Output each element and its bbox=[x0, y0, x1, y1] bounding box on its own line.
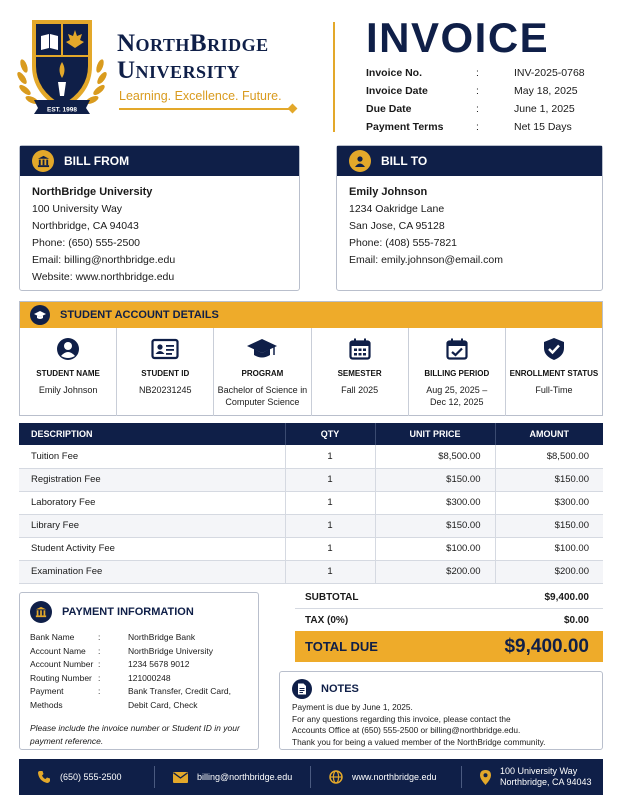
cell-description: Examination Fee bbox=[19, 560, 285, 583]
bill-to-name: Emily Johnson bbox=[349, 186, 428, 198]
payment-row bbox=[30, 672, 248, 686]
cell-description: Library Fee bbox=[19, 514, 285, 537]
total-due-bar bbox=[295, 631, 603, 662]
user-icon bbox=[349, 150, 371, 172]
payment-info-header bbox=[30, 601, 248, 623]
notes-header bbox=[292, 678, 590, 700]
payment-row bbox=[30, 631, 248, 645]
bill-from-line: Website: www.northbridge.edu bbox=[32, 271, 175, 283]
cell-amount: $8,500.00 bbox=[495, 445, 603, 468]
cell-description: Registration Fee bbox=[19, 468, 285, 491]
payment-value: NorthBridge Bank bbox=[128, 632, 196, 642]
cell-amount: $150.00 bbox=[495, 468, 603, 491]
tax-value: $0.00 bbox=[563, 614, 589, 626]
footer-address bbox=[462, 759, 592, 795]
detail-enrollment-status bbox=[506, 328, 602, 416]
notes-line: Thank you for being a valued member of the NorthBridge community. bbox=[292, 736, 546, 747]
tax-label: TAX (0%) bbox=[305, 614, 349, 626]
detail-label: ENROLLMENT STATUS bbox=[509, 369, 599, 378]
subtotal-label: SUBTOTAL bbox=[305, 591, 359, 603]
bill-to-header bbox=[337, 146, 602, 176]
university-crest-logo bbox=[14, 14, 110, 118]
detail-value: Bachelor of Science in Computer Science bbox=[217, 385, 308, 407]
payment-value: 1234 5678 9012 bbox=[128, 659, 190, 669]
subtotal-value: $9,400.00 bbox=[544, 591, 589, 603]
meta-row-invoice-date bbox=[366, 82, 606, 100]
cell-unit-price: $8,500.00 bbox=[375, 445, 495, 468]
notes-line: Payment is due by June 1, 2025. bbox=[292, 702, 413, 712]
student-details-title: STUDENT ACCOUNT DETAILS bbox=[60, 309, 219, 321]
detail-label: STUDENT NAME bbox=[36, 369, 100, 378]
meta-value: May 18, 2025 bbox=[514, 85, 578, 97]
bill-to-line: Email: emily.johnson@email.com bbox=[349, 254, 504, 266]
detail-label: BILLING PERIOD bbox=[424, 369, 490, 378]
bill-from-body bbox=[20, 176, 299, 294]
cell-amount: $200.00 bbox=[495, 560, 603, 583]
column-header-qty: QTY bbox=[285, 423, 375, 445]
detail-student-name bbox=[20, 328, 117, 416]
university-name-line2: University bbox=[117, 57, 241, 84]
notes-line: Accounts Office at (650) 555-2500 or billing@northbridge.edu. bbox=[292, 725, 521, 735]
student-account-details bbox=[19, 301, 603, 416]
bill-to-line: San Jose, CA 95128 bbox=[349, 220, 445, 232]
detail-label: STUDENT ID bbox=[141, 369, 190, 378]
footer-address-text bbox=[500, 766, 592, 788]
meta-colon: : bbox=[476, 85, 479, 97]
detail-program bbox=[214, 328, 311, 416]
detail-label: PROGRAM bbox=[241, 369, 284, 378]
total-due-label: TOTAL DUE bbox=[305, 639, 378, 654]
payment-label: Account Number bbox=[30, 659, 94, 669]
detail-value: Fall 2025 bbox=[341, 385, 379, 395]
cell-description: Laboratory Fee bbox=[19, 491, 285, 514]
meta-label: Invoice Date bbox=[366, 85, 428, 97]
bill-from-line: 100 University Way bbox=[32, 203, 123, 215]
phone-icon bbox=[37, 770, 51, 784]
building-icon bbox=[32, 150, 54, 172]
bill-from-line: Northbridge, CA 94043 bbox=[32, 220, 139, 232]
tax-row bbox=[295, 610, 603, 630]
meta-label: Invoice No. bbox=[366, 67, 423, 79]
cell-amount: $300.00 bbox=[495, 491, 603, 514]
payment-colon: : bbox=[98, 686, 101, 696]
crest-est-text: EST. 1998 bbox=[47, 106, 77, 114]
bill-from-line: Phone: (650) 555-2500 bbox=[32, 237, 140, 249]
footer-address-line1: 100 University Way bbox=[500, 766, 578, 776]
table-row bbox=[19, 468, 603, 491]
column-header-amount: AMOUNT bbox=[495, 423, 603, 445]
payment-info-title: PAYMENT INFORMATION bbox=[62, 606, 194, 618]
payment-details bbox=[30, 631, 248, 712]
bill-from-name: NorthBridge University bbox=[32, 186, 153, 198]
shield-check-icon bbox=[543, 336, 565, 362]
meta-row-payment-terms bbox=[366, 118, 606, 136]
footer-email[interactable] bbox=[155, 759, 310, 795]
student-details-header bbox=[20, 302, 602, 328]
meta-colon: : bbox=[476, 103, 479, 115]
bill-to-line: Phone: (408) 555-7821 bbox=[349, 237, 457, 249]
meta-value: Net 15 Days bbox=[514, 121, 572, 133]
totals-divider bbox=[295, 608, 603, 609]
detail-billing-period bbox=[409, 328, 506, 416]
table-row bbox=[19, 491, 603, 514]
notes-title: NOTES bbox=[321, 683, 359, 695]
detail-value: Emily Johnson bbox=[38, 385, 98, 395]
detail-value: NB20231245 bbox=[138, 385, 192, 395]
tagline-underline bbox=[119, 108, 291, 110]
table-header-row bbox=[19, 423, 603, 445]
calendar-check-icon bbox=[446, 336, 468, 362]
university-tagline: Learning. Excellence. Future. bbox=[119, 89, 282, 103]
payment-reference-note: Please include the invoice number or Student ID in your payment reference. bbox=[30, 723, 240, 746]
cell-qty: 1 bbox=[285, 445, 375, 468]
bill-from-card bbox=[19, 145, 300, 291]
bill-to-title: BILL TO bbox=[381, 154, 428, 168]
footer-email-text[interactable]: billing@northbridge.edu bbox=[197, 772, 293, 782]
cell-amount: $100.00 bbox=[495, 537, 603, 560]
cell-qty: 1 bbox=[285, 560, 375, 583]
column-header-description: DESCRIPTION bbox=[19, 423, 285, 445]
subtotal-row bbox=[295, 587, 603, 607]
payment-label: Account Name bbox=[30, 645, 86, 656]
invoice-header bbox=[0, 0, 622, 140]
id-card-icon bbox=[151, 336, 179, 362]
payment-label: Routing Number bbox=[30, 672, 92, 683]
payment-row bbox=[30, 685, 248, 712]
cell-description: Tuition Fee bbox=[19, 445, 285, 468]
payment-value: 121000248 bbox=[128, 672, 171, 683]
cell-qty: 1 bbox=[285, 537, 375, 560]
meta-value: June 1, 2025 bbox=[514, 103, 575, 115]
meta-colon: : bbox=[476, 67, 479, 79]
cell-unit-price: $100.00 bbox=[375, 537, 495, 560]
notes-card bbox=[279, 671, 603, 750]
envelope-icon bbox=[173, 772, 188, 783]
detail-value: Full-Time bbox=[535, 385, 573, 395]
detail-value: Aug 25, 2025 – Dec 12, 2025 bbox=[426, 385, 488, 407]
payment-value: NorthBridge University bbox=[128, 645, 214, 656]
meta-label: Payment Terms bbox=[366, 121, 444, 133]
payment-row bbox=[30, 645, 248, 659]
column-header-unit-price: UNIT PRICE bbox=[375, 423, 495, 445]
cell-unit-price: $200.00 bbox=[375, 560, 495, 583]
meta-colon: : bbox=[476, 121, 479, 133]
payment-colon: : bbox=[98, 659, 101, 669]
cell-amount: $150.00 bbox=[495, 514, 603, 537]
footer-phone bbox=[19, 759, 154, 795]
table-row bbox=[19, 537, 603, 560]
meta-value: INV-2025-0768 bbox=[514, 67, 585, 79]
header-divider bbox=[333, 22, 335, 132]
table-row bbox=[19, 514, 603, 537]
bank-icon bbox=[30, 601, 52, 623]
footer-website-text[interactable]: www.northbridge.edu bbox=[352, 772, 437, 782]
detail-semester bbox=[312, 328, 409, 416]
graduation-cap-icon bbox=[30, 305, 50, 325]
graduation-cap-icon bbox=[246, 336, 278, 362]
footer-address-line2: Northbridge, CA 94043 bbox=[500, 777, 592, 787]
table-row bbox=[19, 560, 603, 583]
payment-colon: : bbox=[98, 632, 101, 642]
payment-colon: : bbox=[98, 672, 101, 683]
bill-from-title: BILL FROM bbox=[64, 154, 130, 168]
bill-from-header bbox=[20, 146, 299, 176]
tagline-diamond bbox=[288, 104, 298, 114]
detail-label: SEMESTER bbox=[337, 369, 382, 378]
cell-qty: 1 bbox=[285, 468, 375, 491]
payment-value: Bank Transfer, Credit Card, Debit Card, Check bbox=[128, 686, 231, 710]
total-due-value: $9,400.00 bbox=[504, 635, 589, 657]
invoice-title: INVOICE bbox=[366, 14, 550, 61]
notes-line: For any questions regarding this invoice, please contact the bbox=[292, 713, 511, 724]
payment-label: Payment Methods bbox=[30, 686, 64, 710]
student-details-columns bbox=[20, 328, 602, 416]
payment-information-card bbox=[19, 592, 259, 750]
university-name-line1: NorthBridge bbox=[117, 30, 269, 57]
payment-colon: : bbox=[98, 645, 101, 656]
user-circle-icon bbox=[56, 336, 80, 362]
bill-from-line: Email: billing@northbridge.edu bbox=[32, 254, 176, 266]
table-row bbox=[19, 445, 603, 468]
cell-unit-price: $150.00 bbox=[375, 514, 495, 537]
bill-to-body bbox=[337, 176, 602, 277]
document-icon bbox=[292, 679, 312, 699]
meta-row-invoice-no bbox=[366, 64, 606, 82]
globe-icon bbox=[329, 770, 343, 784]
cell-description: Student Activity Fee bbox=[19, 537, 285, 560]
meta-label: Due Date bbox=[366, 103, 412, 115]
detail-student-id bbox=[117, 328, 214, 416]
calendar-icon bbox=[349, 336, 371, 362]
cell-qty: 1 bbox=[285, 514, 375, 537]
notes-body bbox=[292, 702, 590, 748]
contact-footer bbox=[19, 759, 603, 795]
cell-unit-price: $150.00 bbox=[375, 468, 495, 491]
university-name bbox=[117, 30, 269, 84]
cell-unit-price: $300.00 bbox=[375, 491, 495, 514]
location-pin-icon bbox=[480, 770, 491, 785]
payment-row bbox=[30, 658, 248, 672]
meta-row-due-date bbox=[366, 100, 606, 118]
footer-phone-text: (650) 555-2500 bbox=[60, 772, 122, 782]
cell-qty: 1 bbox=[285, 491, 375, 514]
bill-to-card bbox=[336, 145, 603, 291]
payment-label: Bank Name bbox=[30, 632, 75, 642]
invoice-meta bbox=[366, 64, 606, 136]
bill-to-line: 1234 Oakridge Lane bbox=[349, 203, 445, 215]
line-items-table bbox=[19, 423, 603, 584]
footer-website[interactable] bbox=[311, 759, 461, 795]
